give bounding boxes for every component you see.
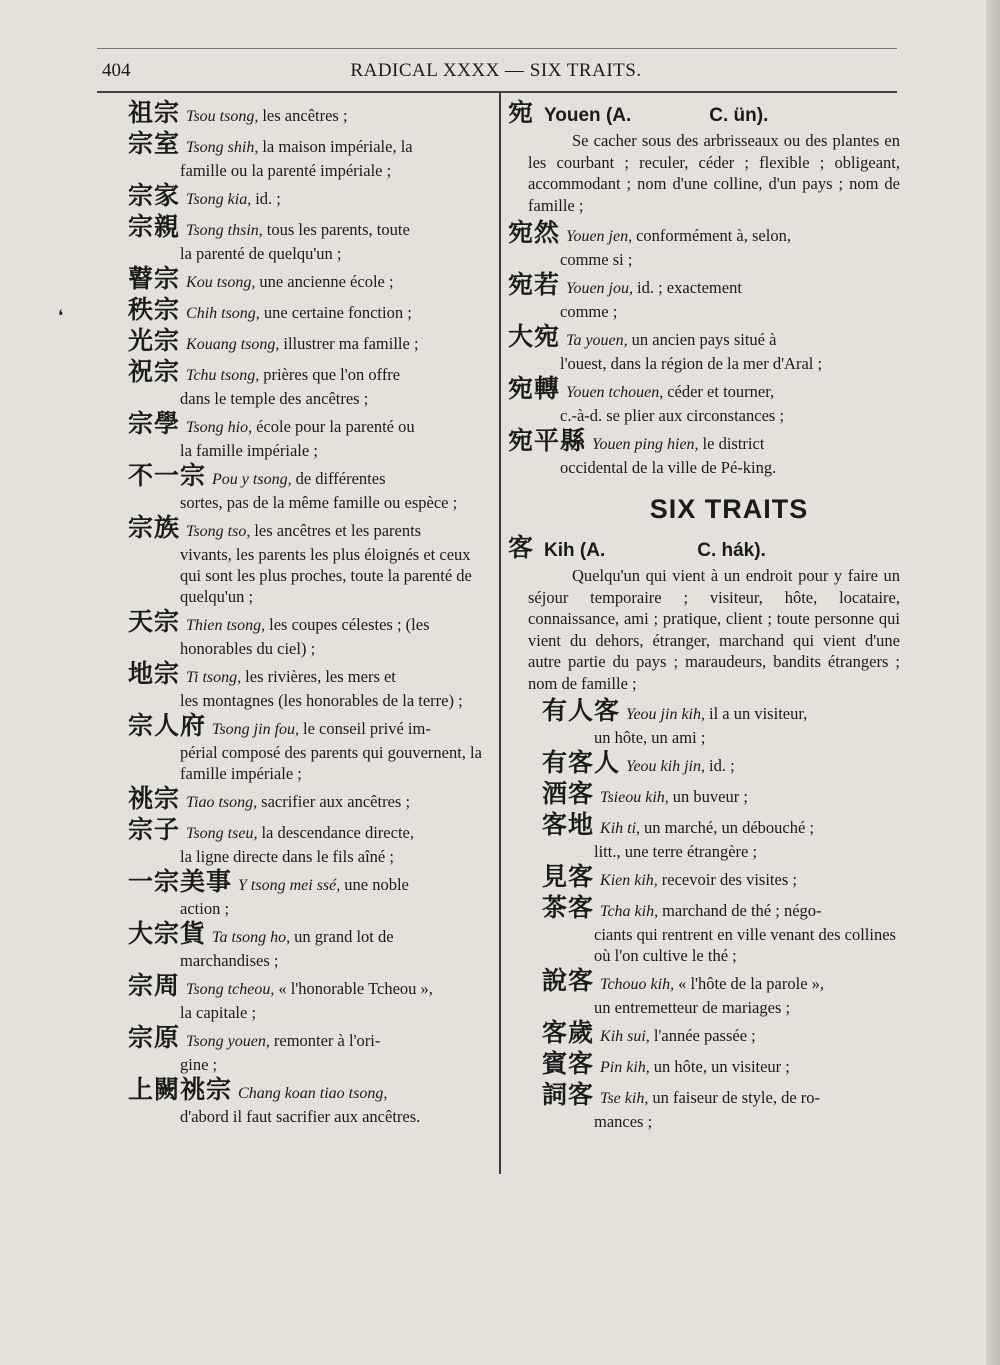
entry-characters: 宛平縣 bbox=[508, 426, 587, 455]
left-column bbox=[128, 100, 490, 1129]
entry-definition-continued: sortes, pas de la même famille ou espèce ; bbox=[180, 493, 458, 512]
entry-definition-continued: mances ; bbox=[594, 1112, 653, 1131]
entry-definition-continued: c.-à-d. se plier aux circonstances ; bbox=[560, 406, 785, 425]
dictionary-entry bbox=[128, 973, 490, 1023]
entry-romanization: Pou y tsong, bbox=[212, 471, 292, 488]
entry-romanization: Tsong tseu, bbox=[186, 825, 258, 842]
entry-characters: 宛若 bbox=[508, 270, 561, 299]
entry-definition-continued: les montagnes (les honorables de la terre) ; bbox=[180, 691, 463, 710]
entry-romanization: Tchouo kih, bbox=[600, 976, 675, 993]
header-underline bbox=[97, 91, 897, 93]
dictionary-entry bbox=[508, 324, 900, 374]
headword-char: 客 bbox=[508, 533, 535, 562]
entry-definition: id. ; exactement bbox=[637, 278, 742, 297]
entry-definition-continued: l'ouest, dans la région de la mer d'Aral ; bbox=[560, 354, 823, 373]
entry-definition-continued: la capitale ; bbox=[180, 1003, 257, 1022]
entry-characters: 有客人 bbox=[542, 748, 621, 777]
entry-definition-continued: comme si ; bbox=[560, 250, 633, 269]
entry-romanization: Ta tsong ho, bbox=[212, 929, 291, 946]
entry-characters: 不一宗 bbox=[128, 461, 207, 490]
headword-cantonese: C. hák). bbox=[697, 540, 766, 561]
entry-definition-continued: d'abord il faut sacrifier aux ancêtres. bbox=[180, 1107, 421, 1126]
entry-romanization: Yeou kih jin, bbox=[626, 758, 705, 775]
entry-definition: les ancêtres ; bbox=[262, 106, 348, 125]
dictionary-entry bbox=[128, 869, 490, 919]
entry-definition: un marché, un débouché ; bbox=[644, 818, 815, 837]
entry-romanization: Tsong tso, bbox=[186, 523, 251, 540]
entry-romanization: Kih sui, bbox=[600, 1028, 650, 1045]
page-edge bbox=[986, 0, 1000, 1365]
entry-romanization: Tcha kih, bbox=[600, 903, 659, 920]
dictionary-entry bbox=[128, 1077, 490, 1127]
entry-definition: un hôte, un visiteur ; bbox=[653, 1057, 790, 1076]
entry-definition: de différentes bbox=[295, 469, 386, 488]
dictionary-entry bbox=[542, 968, 900, 1018]
entry-characters: 瞽宗 bbox=[128, 264, 181, 293]
entry-characters: 上闕祧宗 bbox=[128, 1075, 233, 1104]
running-title: RADICAL XXXX — SIX TRAITS. bbox=[350, 60, 642, 81]
page-number: 404 bbox=[102, 60, 131, 81]
dictionary-entry bbox=[508, 220, 900, 270]
entry-characters: 光宗 bbox=[128, 326, 181, 355]
page-header bbox=[97, 58, 895, 88]
entry-definition: le district bbox=[702, 434, 765, 453]
headword-kih bbox=[508, 535, 900, 565]
entry-romanization: Ta youen, bbox=[566, 332, 628, 349]
entry-definition-continued: la parenté de quelqu'un ; bbox=[180, 244, 342, 263]
entry-romanization: Chang koan tiao tsong, bbox=[238, 1085, 388, 1102]
dictionary-entry bbox=[542, 1020, 900, 1049]
dictionary-entry bbox=[542, 750, 900, 779]
dictionary-entry bbox=[128, 266, 490, 295]
entry-definition-continued: occidental de la ville de Pé-king. bbox=[560, 458, 777, 477]
entry-definition-continued: comme ; bbox=[560, 302, 618, 321]
entry-definition: une noble bbox=[344, 875, 409, 894]
dictionary-entry bbox=[542, 1082, 900, 1132]
section-title: SIX TRAITS bbox=[649, 494, 809, 524]
entry-definition: école pour la parenté ou bbox=[256, 417, 415, 436]
entry-romanization: Tse kih, bbox=[600, 1090, 649, 1107]
entry-definition-continued: action ; bbox=[180, 899, 230, 918]
entry-definition: remonter à l'ori- bbox=[273, 1031, 381, 1050]
entry-romanization: Kouang tsong, bbox=[186, 336, 280, 353]
dictionary-entry bbox=[128, 1025, 490, 1075]
entry-definition-continued: un hôte, un ami ; bbox=[594, 728, 706, 747]
entry-characters: 宗原 bbox=[128, 1023, 181, 1052]
dictionary-entry bbox=[128, 661, 490, 711]
dictionary-entry bbox=[128, 921, 490, 971]
entry-characters: 祝宗 bbox=[128, 357, 181, 386]
headword-definition: Se cacher sous des arbrisseaux ou des plantes en les courbant ; reculer, céder ; flexible ; obligeant, accommodant ; nom d'une colline, d'un pays ; nom de famille ; bbox=[528, 131, 900, 215]
entry-characters: 祖宗 bbox=[128, 98, 181, 127]
entry-characters: 祧宗 bbox=[128, 784, 181, 813]
dictionary-entry bbox=[542, 864, 900, 893]
entry-definition: une ancienne école ; bbox=[259, 272, 394, 291]
dictionary-entry bbox=[542, 781, 900, 810]
dictionary-entry bbox=[542, 1051, 900, 1080]
entry-definition: les rivières, les mers et bbox=[245, 667, 396, 686]
entry-definition: la descendance directe, bbox=[261, 823, 414, 842]
dictionary-entry bbox=[508, 428, 900, 478]
entry-romanization: Youen ping hien, bbox=[592, 436, 699, 453]
entry-characters: 宗親 bbox=[128, 212, 181, 241]
entry-definition: illustrer ma famille ; bbox=[283, 334, 419, 353]
entry-definition: un ancien pays situé à bbox=[631, 330, 777, 349]
entry-romanization: Thien tsong, bbox=[186, 617, 266, 634]
entry-romanization: Tsong jin fou, bbox=[212, 721, 300, 738]
entry-characters: 一宗美事 bbox=[128, 867, 233, 896]
dictionary-entry bbox=[128, 786, 490, 815]
entry-definition-continued: litt., une terre étrangère ; bbox=[594, 842, 758, 861]
entry-definition-continued: périal composé des parents qui gouvernent, la famille impériale ; bbox=[180, 743, 482, 783]
entry-definition-continued: vivants, les parents les plus éloignés et ceux qui sont les plus proches, toute la parenté de quelqu'un ; bbox=[180, 545, 472, 606]
dictionary-entry bbox=[128, 183, 490, 212]
entry-characters: 宗家 bbox=[128, 181, 181, 210]
entry-definition-continued: un entremetteur de mariages ; bbox=[594, 998, 791, 1017]
entry-definition-continued: marchandises ; bbox=[180, 951, 279, 970]
column-divider bbox=[499, 92, 501, 1174]
dictionary-entry bbox=[128, 609, 490, 659]
dictionary-entry bbox=[128, 713, 490, 784]
entry-definition-continued: ciants qui rentrent en ville venant des collines où l'on cultive le thé ; bbox=[594, 925, 896, 965]
entry-characters: 說客 bbox=[542, 966, 595, 995]
entry-romanization: Tchu tsong, bbox=[186, 367, 260, 384]
dictionary-entry bbox=[542, 895, 900, 966]
entry-definition: « l'honorable Tcheou », bbox=[278, 979, 433, 998]
entry-romanization: Tsong kia, bbox=[186, 191, 252, 208]
entry-definition: les ancêtres et les parents bbox=[254, 521, 422, 540]
entry-characters: 宗周 bbox=[128, 971, 181, 1000]
margin-mark: ❛ bbox=[58, 308, 64, 325]
entry-characters: 秩宗 bbox=[128, 295, 181, 324]
entry-romanization: Tsong thsin, bbox=[186, 222, 263, 239]
entry-characters: 賓客 bbox=[542, 1049, 595, 1078]
entry-definition: « l'hôte de la parole », bbox=[678, 974, 825, 993]
entry-characters: 酒客 bbox=[542, 779, 595, 808]
entry-romanization: Tsong hio, bbox=[186, 419, 253, 436]
entry-definition: les coupes célestes ; (les bbox=[269, 615, 430, 634]
entry-characters: 有人客 bbox=[542, 696, 621, 725]
entry-characters: 茶客 bbox=[542, 893, 595, 922]
entry-romanization: Pin kih, bbox=[600, 1059, 650, 1076]
entry-characters: 大宗貨 bbox=[128, 919, 207, 948]
entry-definition: la maison impériale, la bbox=[262, 137, 413, 156]
entry-characters: 宗人府 bbox=[128, 711, 207, 740]
entry-definition: id. ; bbox=[708, 756, 735, 775]
entry-romanization: Tiao tsong, bbox=[186, 794, 258, 811]
headword-definition: Quelqu'un qui vient à un endroit pour y faire un séjour temporaire ; visiteur, hôte, locataire, connaissance, ami ; pratique, client ; toute personne qui vient du dehors, étranger, marchand qui vient d'une autre partie du pays ; maraudeurs, bandits étrangers ; nom de famille ; bbox=[528, 566, 900, 693]
entry-definition-continued: honorables du ciel) ; bbox=[180, 639, 316, 658]
dictionary-entry bbox=[128, 297, 490, 326]
dictionary-entry bbox=[128, 817, 490, 867]
dictionary-entry bbox=[542, 698, 900, 748]
entry-characters: 地宗 bbox=[128, 659, 181, 688]
entry-definition: un faiseur de style, de ro- bbox=[652, 1088, 821, 1107]
dictionary-entry bbox=[128, 131, 490, 181]
entry-definition: le conseil privé im- bbox=[303, 719, 431, 738]
entry-romanization: Youen tchouen, bbox=[566, 384, 664, 401]
entry-definition: conformément à, selon, bbox=[636, 226, 791, 245]
entry-romanization: Yeou jin kih, bbox=[626, 706, 705, 723]
dictionary-entry bbox=[128, 515, 490, 607]
entry-romanization: Tsong shih, bbox=[186, 139, 259, 156]
entry-definition: prières que l'on offre bbox=[263, 365, 401, 384]
entry-characters: 宛轉 bbox=[508, 374, 561, 403]
entry-romanization: Tsieou kih, bbox=[600, 789, 669, 806]
entry-definition: une certaine fonction ; bbox=[263, 303, 412, 322]
entry-characters: 客地 bbox=[542, 810, 595, 839]
dictionary-entry bbox=[542, 812, 900, 862]
header-rule bbox=[97, 48, 897, 49]
entry-definition: il a un visiteur, bbox=[708, 704, 808, 723]
entry-definition-continued: famille ou la parenté impériale ; bbox=[180, 161, 392, 180]
entry-definition: l'année passée ; bbox=[653, 1026, 756, 1045]
entry-characters: 大宛 bbox=[508, 322, 561, 351]
entry-romanization: Tsong tcheou, bbox=[186, 981, 275, 998]
entry-characters: 宗室 bbox=[128, 129, 181, 158]
headword-char: 宛 bbox=[508, 98, 535, 127]
headword-youen bbox=[508, 100, 900, 130]
headword-romanization: Kih (A. bbox=[544, 540, 606, 561]
entry-romanization: Kih ti, bbox=[600, 820, 641, 837]
dictionary-entry bbox=[508, 272, 900, 322]
entry-romanization: Tsou tsong, bbox=[186, 108, 259, 125]
entry-romanization: Ti tsong, bbox=[186, 669, 242, 686]
dictionary-entry bbox=[128, 328, 490, 357]
entry-romanization: Y tsong mei ssé, bbox=[238, 877, 341, 894]
entry-romanization: Tsong youen, bbox=[186, 1033, 270, 1050]
dictionary-entry bbox=[128, 463, 490, 513]
entry-characters: 見客 bbox=[542, 862, 595, 891]
dictionary-entry bbox=[128, 411, 490, 461]
entry-definition-continued: dans le temple des ancêtres ; bbox=[180, 389, 369, 408]
entry-definition: céder et tourner, bbox=[667, 382, 775, 401]
dictionary-entry bbox=[128, 214, 490, 264]
entry-definition: un grand lot de bbox=[294, 927, 394, 946]
entry-definition: marchand de thé ; négo- bbox=[662, 901, 822, 920]
entry-characters: 宗子 bbox=[128, 815, 181, 844]
entry-definition: sacrifier aux ancêtres ; bbox=[261, 792, 411, 811]
entry-characters: 客歲 bbox=[542, 1018, 595, 1047]
entry-characters: 宛然 bbox=[508, 218, 561, 247]
entry-characters: 詞客 bbox=[542, 1080, 595, 1109]
dictionary-entry bbox=[508, 376, 900, 426]
entry-romanization: Chih tsong, bbox=[186, 305, 260, 322]
entry-romanization: Kien kih, bbox=[600, 872, 658, 889]
entry-definition: un buveur ; bbox=[672, 787, 748, 806]
entry-definition: recevoir des visites ; bbox=[661, 870, 797, 889]
entry-characters: 宗學 bbox=[128, 409, 181, 438]
entry-characters: 天宗 bbox=[128, 607, 181, 636]
entry-definition-continued: la ligne directe dans le fils aîné ; bbox=[180, 847, 394, 866]
entry-definition-continued: la famille impériale ; bbox=[180, 441, 318, 460]
entry-romanization: Youen jen, bbox=[566, 228, 633, 245]
dictionary-entry bbox=[128, 359, 490, 409]
dictionary-entry bbox=[128, 100, 490, 129]
entry-definition: id. ; bbox=[255, 189, 281, 208]
headword-romanization: Youen (A. bbox=[544, 105, 632, 126]
entry-definition: tous les parents, toute bbox=[266, 220, 410, 239]
right-column bbox=[508, 100, 900, 1134]
headword-cantonese: C. ün). bbox=[709, 105, 769, 126]
entry-romanization: Kou tsong, bbox=[186, 274, 256, 291]
entry-definition-continued: gine ; bbox=[180, 1055, 218, 1074]
entry-romanization: Youen jou, bbox=[566, 280, 633, 297]
entry-characters: 宗族 bbox=[128, 513, 181, 542]
